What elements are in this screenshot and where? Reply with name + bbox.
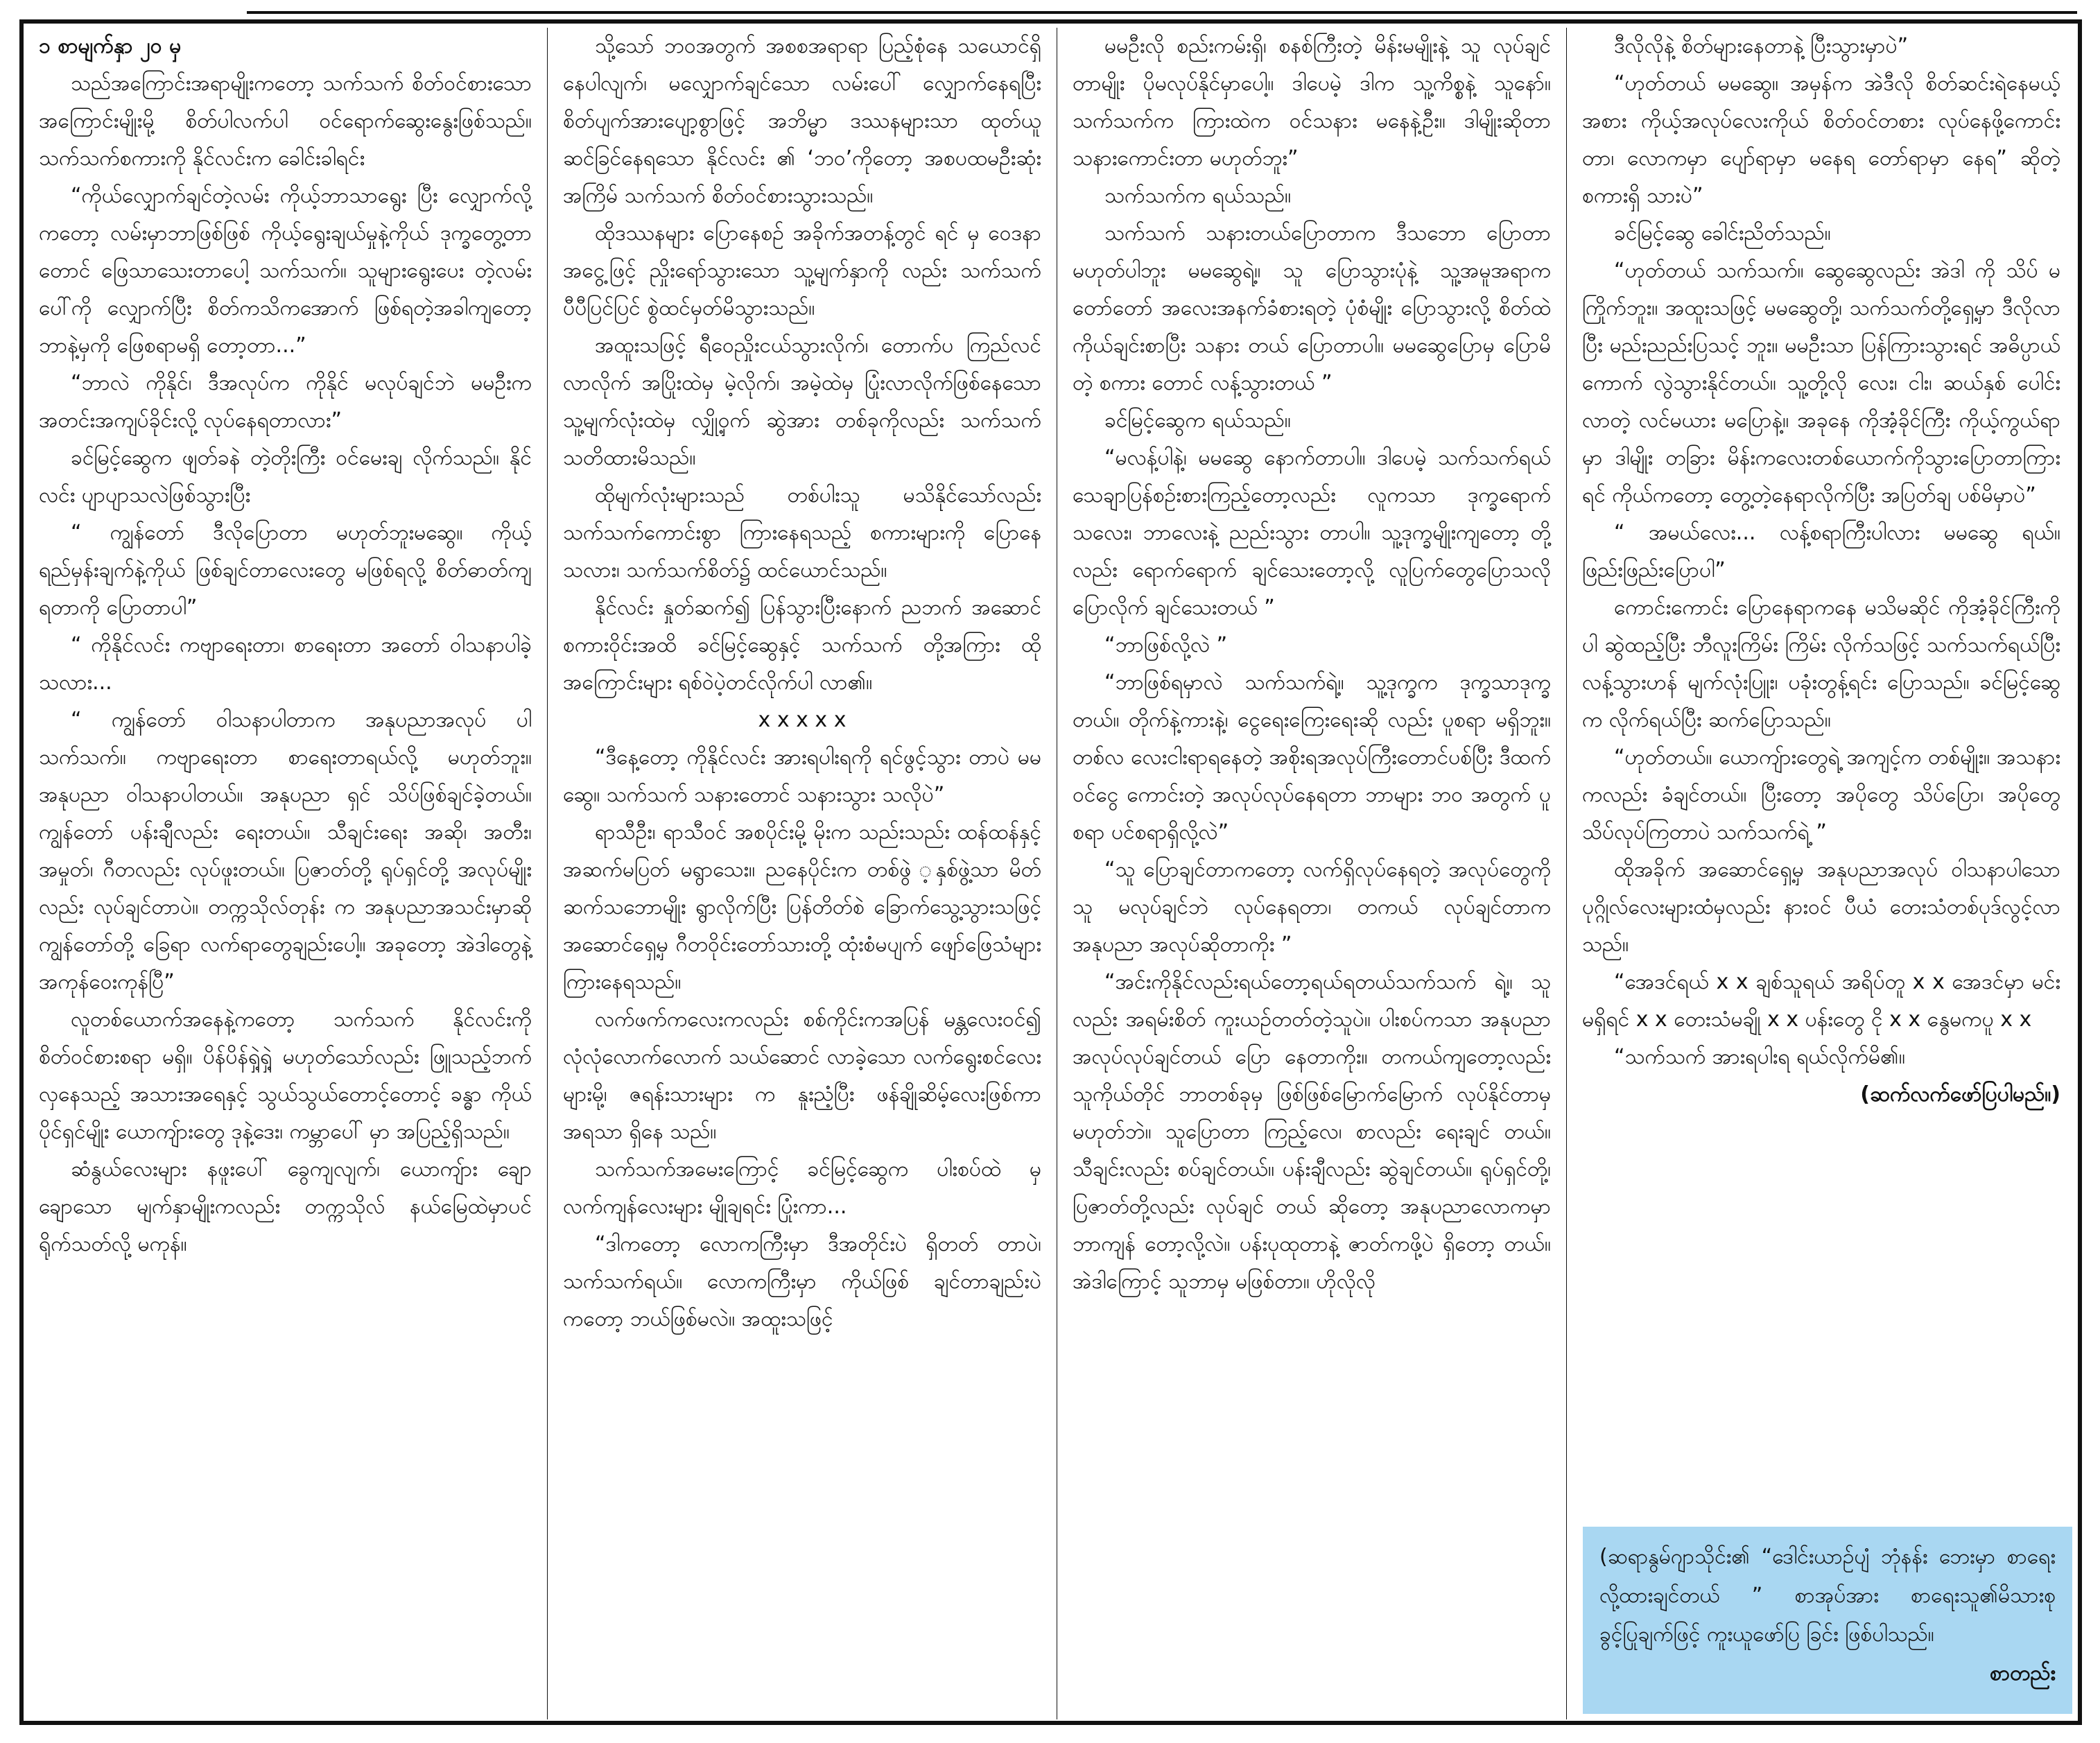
paragraph: “ ကျွန်တော် ဝါသနာပါတာက အနုပညာအလုပ် ပါ သက်သက်။ ကဗျာရေးတာ စာရေးတာရယ်လို့ မဟုတ်ဘူး။ အနုပညာ ဝါသနာပါတယ်။ အနုပညာ ရှင် သိပ်ဖြစ်ချင်ခဲ့တယ်။ ကျွန်တော် ပန်းချီလည်း ရေးတယ်။ သီချင်းရေး အဆို၊ အတီး၊ အမှုတ်၊ ဂီတလည်း လုပ်ဖူးတယ်။ ပြဇာတ်တို့ ရုပ်ရှင်တို့ အလုပ်မျိုးလည်း လုပ်ချင်တာပဲ။ တက္ကသိုလ်တုန်း က အနုပညာအသင်းမှာဆို ကျွန်တော်တို့ ခြေရာ လက်ရာတွေချည်းပေါ့။ အခုတော့ အဲဒါတွေနဲ့ အကုန်ဝေးကုန်ပြီ” (39, 708, 539, 994)
paragraph: “ဒါကတော့ လောကကြီးမှာ ဒီအတိုင်းပဲ ရှိတတ် တာပဲ၊ သက်သက်ရယ်။ လောကကြီးမှာ ကိုယ်ဖြစ် ချင်တာချည်းပဲကတော့ ဘယ်ဖြစ်မလဲ။ အထူးသဖြင့် (563, 1232, 1048, 1331)
column-4 (1567, 28, 2076, 1719)
editor-signature: စာတည်း (1989, 1661, 2056, 1685)
paragraph: “ဘာလဲ ကိုနိုင်၊ ဒီအလုပ်က ကိုနိုင် မလုပ်ချင်ဘဲ မမဦးက အတင်းအကျပ်ခိုင်းလို့ လုပ်နေရတာလား” (39, 371, 539, 433)
paragraph: လူတစ်ယောက်အနေနဲ့ကတော့ သက်သက် နိုင်လင်းကို စိတ်ဝင်စားစရာ မရှိ။ ပိန်ပိန်ရှဲ့ရှဲ့ မဟုတ်သော်လည်း ဖြူသည့်ဘက် လှနေသည့် အသားအရေနှင့် သွယ်သွယ်တောင့်တောင့် ခန္ဓာ ကိုယ် ပိုင်ရှင်မျိုး ယောကျ်ားတွေ ဒုနဲ့ဒေး၊ ကမ္ဘာပေါ် မှာ အပြည့်ရှိသည်။ (39, 1007, 539, 1144)
paragraph: “အေဒင်ရယ် x x ချစ်သူရယ် အရိပ်တူ x x အေဒင်မှာ မင်းမရှိရင် x x တေးသံမချို x x ပန်းတွေ ငို x x နွေမကပူ x x (1582, 970, 2060, 1032)
paragraph: ခင်မြင့်ဆွေ ခေါင်းညိတ်သည်။ (1614, 221, 1831, 245)
paragraph: ဒီလိုလိုနဲ့ စိတ်များနေတာနဲ့ ပြီးသွားမှာပဲ” (1614, 34, 1909, 58)
paragraph: “ဒီနေ့တော့ ကိုနိုင်လင်း အားရပါးရကို ရင်ဖွင့်သွား တာပဲ မမဆွေ။ သက်သက် သနားတောင် သနားသွား သလိုပဲ” (563, 745, 1041, 807)
paragraph: သက်သက် သနားတယ်ပြောတာက ဒီသဘော ပြောတာ မဟုတ်ပါဘူး မမဆွေရဲ့။ သူ ပြောသွားပုံနဲ့ သူ့အမူအရာက တော်တော် အလေးအနက်ခံစားရတဲ့ ပုံစံမျိုး ပြောသွားလို့ စိတ်ထဲကိုယ်ချင်းစာပြီး သနား တယ် ပြောတာပါ။ မမဆွေပြောမှ ပြောမိတဲ့ စကား တောင် လန့်သွားတယ် ” (1073, 221, 1558, 395)
paragraph: “ကိုယ်လျှောက်ချင်တဲ့လမ်း ကိုယ့်ဘာသာရွေး ပြီး လျှောက်လို့ကတော့ လမ်းမှာဘာဖြစ်ဖြစ် ကိုယ့်ရွေးချယ်မှုနဲ့ကိုယ် ဒုက္ခတွေ့တာတောင် ဖြေသာသေးတာပေါ့ သက်သက်။ သူများရွေးပေး တဲ့လမ်းပေါ်ကို လျှောက်ပြီး စိတ်ကသိကအောက် ဖြစ်ရတဲ့အခါကျတော့ ဘာနဲ့မှကို ဖြေစရာမရှိ တော့တာ...” (39, 184, 539, 358)
paragraph: အထူးသဖြင့် ရီဝေညှိုးငယ်သွားလိုက်၊ တောက်ပ ကြည်လင်လာလိုက် အပြိုးထဲမှ မဲ့လိုက်၊ အမဲ့ထဲမှ ပြုံးလာလိုက်ဖြစ်နေသော သူ့မျက်လုံးထဲမှ လျှို့ဝှက် ဆွဲအား တစ်ခုကိုလည်း သက်သက် သတိထားမိသည်။ (563, 333, 1048, 470)
paragraph: “အင်းကိုနိုင်လည်းရယ်တော့ရယ်ရတယ်သက်သက် ရဲ့။ သူလည်း အရမ်းစိတ် ကူးယဉ်တတ်တဲ့သူပဲ။ ပါးစပ်ကသာ အနုပညာအလုပ်လုပ်ချင်တယ် ပြော နေတာကိုး။ တကယ်ကျတော့လည်း သူကိုယ်တိုင် ဘာတစ်ခုမှ ဖြစ်ဖြစ်မြောက်မြောက် လုပ်နိုင်တာမှ မဟုတ်ဘဲ။ သူပြောတာ ကြည့်လေ၊ စာလည်း ရေးချင် တယ်။ သီချင်းလည်း စပ်ချင်တယ်။ ပန်းချီလည်း ဆွဲချင်တယ်။ ရုပ်ရှင်တို့၊ ပြဇာတ်တို့လည်း လုပ်ချင် တယ် ဆိုတော့ အနုပညာလောကမှာ ဘာကျန် တော့လို့လဲ။ ပန်းပုထုတာနဲ့ ဇာတ်ကဖို့ပဲ ရှိတော့ တယ်။ အဲဒါကြောင့် သူဘာမှ မဖြစ်တာ။ ဟိုလိုလို (1073, 970, 1558, 1294)
paragraph: “ဟုတ်တယ် မမဆွေ။ အမှန်က အဲဒီလို စိတ်ဆင်းရဲနေမယ့်အစား ကိုယ့်အလုပ်လေးကိုယ် စိတ်ဝင်တစား လုပ်နေဖို့ကောင်းတာ၊ လောကမှာ ပျော်ရာမှာ မနေရ တော်ရာမှာ နေရ” ဆိုတဲ့စကားရှိ သားပဲ” (1582, 71, 2060, 208)
paragraph: ရာသီဦး၊ ရာသီဝင် အစပိုင်းမို့ မိုးက သည်းသည်း ထန်ထန်နှင့် အဆက်မပြတ် မရွာသေး။ ညနေပိုင်းက တစ်ဖွဲ ့နှစ်ဖွဲ့သာ မိတ်ဆက်သဘောမျိုး ရွာလိုက်ပြီး ပြန်တိတ်စဲ ခြောက်သွေ့သွားသဖြင့် အဆောင်ရှေ့မှ ဂီတဝိုင်းတော်သားတို့ ထုံးစံမပျက် ဖျော်ဖြေသံများ ကြားနေရသည်။ (563, 820, 1048, 994)
paragraph: သက်သက်အမေးကြောင့် ခင်မြင့်ဆွေက ပါးစပ်ထဲ မှ လက်ကျန်လေးများ မျိုချရင်း ပြုံးကာ... (563, 1157, 1048, 1219)
column-2 (548, 28, 1057, 1719)
source-note-box (1583, 1527, 2072, 1714)
paragraph: ထိုမျက်လုံးများသည် တစ်ပါးသူ မသိနိုင်သော်လည်း သက်သက်ကောင်းစွာ ကြားနေရသည့် စကားများကို ပြောနေသလား၊ သက်သက်စိတ်၌ ထင်ယောင်သည်။ (563, 483, 1048, 582)
column-1 (24, 28, 547, 1719)
paragraph: “ ကိုနိုင်လင်း ကဗျာရေးတာ၊ စာရေးတာ အတော် ဝါသနာပါခဲ့သလား... (39, 633, 532, 695)
paragraph: သည်အကြောင်းအရာမျိုးကတော့ သက်သက် စိတ်ဝင်စားသော အကြောင်းမျိုးမို့ စိတ်ပါလက်ပါ ဝင်ရောက်ဆွေးနွေးဖြစ်သည်။ သက်သက်စကားကို နိုင်လင်းက ခေါင်းခါရင်း (39, 71, 539, 171)
paragraph: “ အမယ်လေး... လန့်စရာကြီးပါလား မမဆွေ ရယ်။ ဖြည်းဖြည်းပြောပါ” (1582, 521, 2067, 582)
paragraph: “မလန့်ပါနဲ့၊ မမဆွေ နောက်တာပါ။ ဒါပေမဲ့ သက်သက်ရယ် သေချာပြန်စဉ်းစားကြည့်တော့လည်း လူကသာ ဒုက္ခရောက်သလေး၊ ဘာလေးနဲ့ ညည်းသွား တာပါ။ သူ့ဒုက္ခမျိုးကျတော့ တို့လည်း ရောက်ရောက် ချင်သေးတော့လို့ လူပြက်တွေပြောသလို ပြောလိုက် ချင်သေးတယ် ” (1073, 446, 1558, 620)
paragraph: ထိုဒဿနများ ပြောနေစဉ် အခိုက်အတန့်တွင် ရင် မှ ဝေဒနာအငွေ့ဖြင့် ညှိုးရော်သွားသော သူ့မျက်နှာကို လည်း သက်သက် ပီပီပြင်ပြင် စွဲထင်မှတ်မိသွားသည်။ (563, 221, 1048, 320)
source-note-text: (ဆရာနွမ်ဂျာသိုင်း၏ “ဒေါင်းယာဉ်ပျံ ဘုံနန်း ဘေးမှာ စာရေးလို့ထားချင်တယ် ” စာအုပ်အား စာရေးသူ၏မိသားစု ခွင့်ပြုချက်ဖြင့် ကူးယူဖော်ပြ ခြင်း ဖြစ်ပါသည်။ (1599, 1545, 2056, 1647)
paragraph: လက်ဖက်ကလေးကလည်း စစ်ကိုင်းကအပြန် မန္တလေးဝင်၍ လုံလုံလောက်လောက် သယ်ဆောင် လာခဲ့သော လက်ရွေးစင်လေးများမို့၊ ဇရန်းသားများ က နူးညံ့ပြီး ဖန်ချိုဆိမ့်လေးဖြစ်ကာ အရသာ ရှိနေ သည်။ (563, 1007, 1048, 1144)
paragraph: “ဟုတ်တယ်။ ယောကျ်ားတွေရဲ့ အကျင့်က တစ်မျိုး။ အသနားကလည်း ခံချင်တယ်။ ပြီးတော့ အပိုတွေ သိပ်ပြော၊ အပိုတွေ သိပ်လုပ်ကြတာပဲ သက်သက်ရဲ့ ” (1582, 745, 2067, 844)
paragraph: ခင်မြင့်ဆွေက ဖျတ်ခနဲ တဲ့တိုးကြီး ဝင်မေးချ လိုက်သည်။ နိုင်လင်း ပျာပျာသလဲဖြစ်သွားပြီး (39, 446, 532, 508)
paragraph: နိုင်လင်း နှုတ်ဆက်၍ ပြန်သွားပြီးနောက် ညဘက် အဆောင် စကားဝိုင်းအထိ ခင်မြင့်ဆွေနှင့် သက်သက် တို့အကြား ထိုအကြောင်းများ ရစ်ဝဲပဲ့တင်လိုက်ပါ လာ၏။ (563, 596, 1048, 695)
column-3 (1057, 28, 1566, 1719)
paragraph: “သူ ပြောချင်တာကတော့ လက်ရှိလုပ်နေရတဲ့ အလုပ်တွေကို သူ မလုပ်ချင်ဘဲ လုပ်နေရတာ၊ တကယ် လုပ်ချင်တာက အနုပညာ အလုပ်ဆိုတာကိုး ” (1073, 858, 1558, 957)
paragraph: “သက်သက် အားရပါးရ ရယ်လိုက်မိ၏။ (1614, 1045, 1905, 1069)
paragraph: သက်သက်က ရယ်သည်။ (1104, 184, 1292, 208)
paragraph: (ဆက်လက်ဖော်ပြပါမည်။) (1860, 1082, 2060, 1107)
paragraph: x x x x x (758, 708, 847, 732)
paragraph: ကောင်းကောင်း ပြောနေရာကနေ မသိမဆိုင် ကိုအံ့ခိုင်ကြီးကိုပါ ဆွဲထည့်ပြီး ဘီလူးကြိမ်း ကြိမ်း လိုက်သဖြင့် သက်သက်ရယ်ပြီး လန့်သွားဟန် မျက်လုံးပြူး၊ ပခုံးတွန့်ရင်း ပြောသည်။ ခင်မြင့်ဆွေ က လိုက်ရယ်ပြီး ဆက်ပြောသည်။ (1582, 596, 2067, 732)
paragraph: သို့သော် ဘဝအတွက် အစစအရာရာ ပြည့်စုံနေ သယောင်ရှိနေပါလျက်၊ မလျှောက်ချင်သော လမ်းပေါ် လျှောက်နေရပြီး စိတ်ပျက်အားပျော့စွာဖြင့် အဘိမ္မာ ဒဿနများသာ ထုတ်ယူဆင်ခြင်နေရသော နိုင်လင်း ၏ ‘ဘဝ’ကိုတော့ အစပထမဦးဆုံးအကြိမ် သက်သက် စိတ်ဝင်စားသွားသည်။ (563, 34, 1048, 208)
paragraph: “ဘာဖြစ်ရမှာလဲ သက်သက်ရဲ့။ သူ့ဒုက္ခက ဒုက္ခသာဒုက္ခတယ်။ တိုက်နဲ့ကားနဲ့၊ ငွေရေးကြေးရေးဆို လည်း ပူစရာ မရှိဘူး။ တစ်လ လေးငါးရာရနေတဲ့ အစိုးရအလုပ်ကြီးတောင်ပစ်ပြီး ဒီထက်ဝင်ငွေ ကောင်းတဲ့ အလုပ်လုပ်နေရတာ ဘာများ ဘဝ အတွက် ပူစရာ ပင်စရာရှိလို့လဲ” (1073, 670, 1558, 844)
top-rule-right (247, 11, 2077, 14)
paragraph: “ ကျွန်တော် ဒီလိုပြောတာ မဟုတ်ဘူးမဆွေ။ ကိုယ့်ရည်မှန်းချက်နဲ့ကိုယ် ဖြစ်ချင်တာလေးတွေ မဖြစ်ရလို့ စိတ်ဓာတ်ကျရတာကို ပြောတာပါ” (39, 521, 532, 620)
paragraph: မမဦးလို စည်းကမ်းရှိ၊ စနစ်ကြီးတဲ့ မိန်းမမျိုးနဲ့ သူ လုပ်ချင်တာမျိုး ပိုမလုပ်နိုင်မှာပေါ့။ ဒါပေမဲ့ ဒါက သူ့ကိစ္စနဲ့ သူနော်။ သက်သက်က ကြားထဲက ဝင်သနား မနေနဲ့ဦး။ ဒါမျိုးဆိုတာ သနားကောင်းတာ မဟုတ်ဘူး” (1073, 34, 1558, 171)
paragraph: “ဟုတ်တယ် သက်သက်။ ဆွေဆွေလည်း အဲဒါ ကို သိပ် မကြိုက်ဘူး။ အထူးသဖြင့် မမဆွေတို့၊ သက်သက်တို့ရှေ့မှာ ဒီလိုလာပြီး မည်းညည်းပြသင့် ဘူး။ မမဦးသာ ပြန်ကြားသွားရင် အဓိပ္ပာယ်ကောက် လွဲသွားနိုင်တယ်။ သူ့တို့လို လေး၊ ငါး၊ ဆယ်နှစ် ပေါင်းလာတဲ့ လင်မယား မပြောနဲ့။ အခုနေ ကိုအံ့ခိုင်ကြီး ကိုယ့်ကွယ်ရာမှာ ဒါမျိုး တခြား မိန်းကလေးတစ်ယောက်ကိုသွားပြောတာကြားရင် ကိုယ်ကတော့ တွေ့တဲ့နေရာလိုက်ပြီး အပြတ်ချ ပစ်မိမှာပဲ” (1582, 259, 2060, 508)
article-columns (24, 28, 2078, 1719)
paragraph: ဆံနွယ်လေးများ နဖူးပေါ် ခွေကျလျက်၊ ယောကျ်ား ချောချောသော မျက်နှာမျိုးကလည်း တက္ကသိုလ် နယ်မြေထဲမှာပင် ရိုက်သတ်လို့ မကုန်။ (39, 1157, 539, 1256)
paragraph: “ဘာဖြစ်လို့လဲ ” (1104, 633, 1228, 657)
paragraph: ထိုအခိုက် အဆောင်ရှေ့မှ အနုပညာအလုပ် ဝါသနာပါသော ပုဂ္ဂိုလ်လေးများထံမှလည်း နားဝင် ပီယံ တေးသံတစ်ပုဒ်လွင့်လာသည်။ (1582, 858, 2067, 957)
paragraph: ခင်မြင့်ဆွေက ရယ်သည်။ (1104, 408, 1291, 433)
paragraph: ၁ စာမျက်နှာ ၂၀ မှ (39, 34, 182, 58)
